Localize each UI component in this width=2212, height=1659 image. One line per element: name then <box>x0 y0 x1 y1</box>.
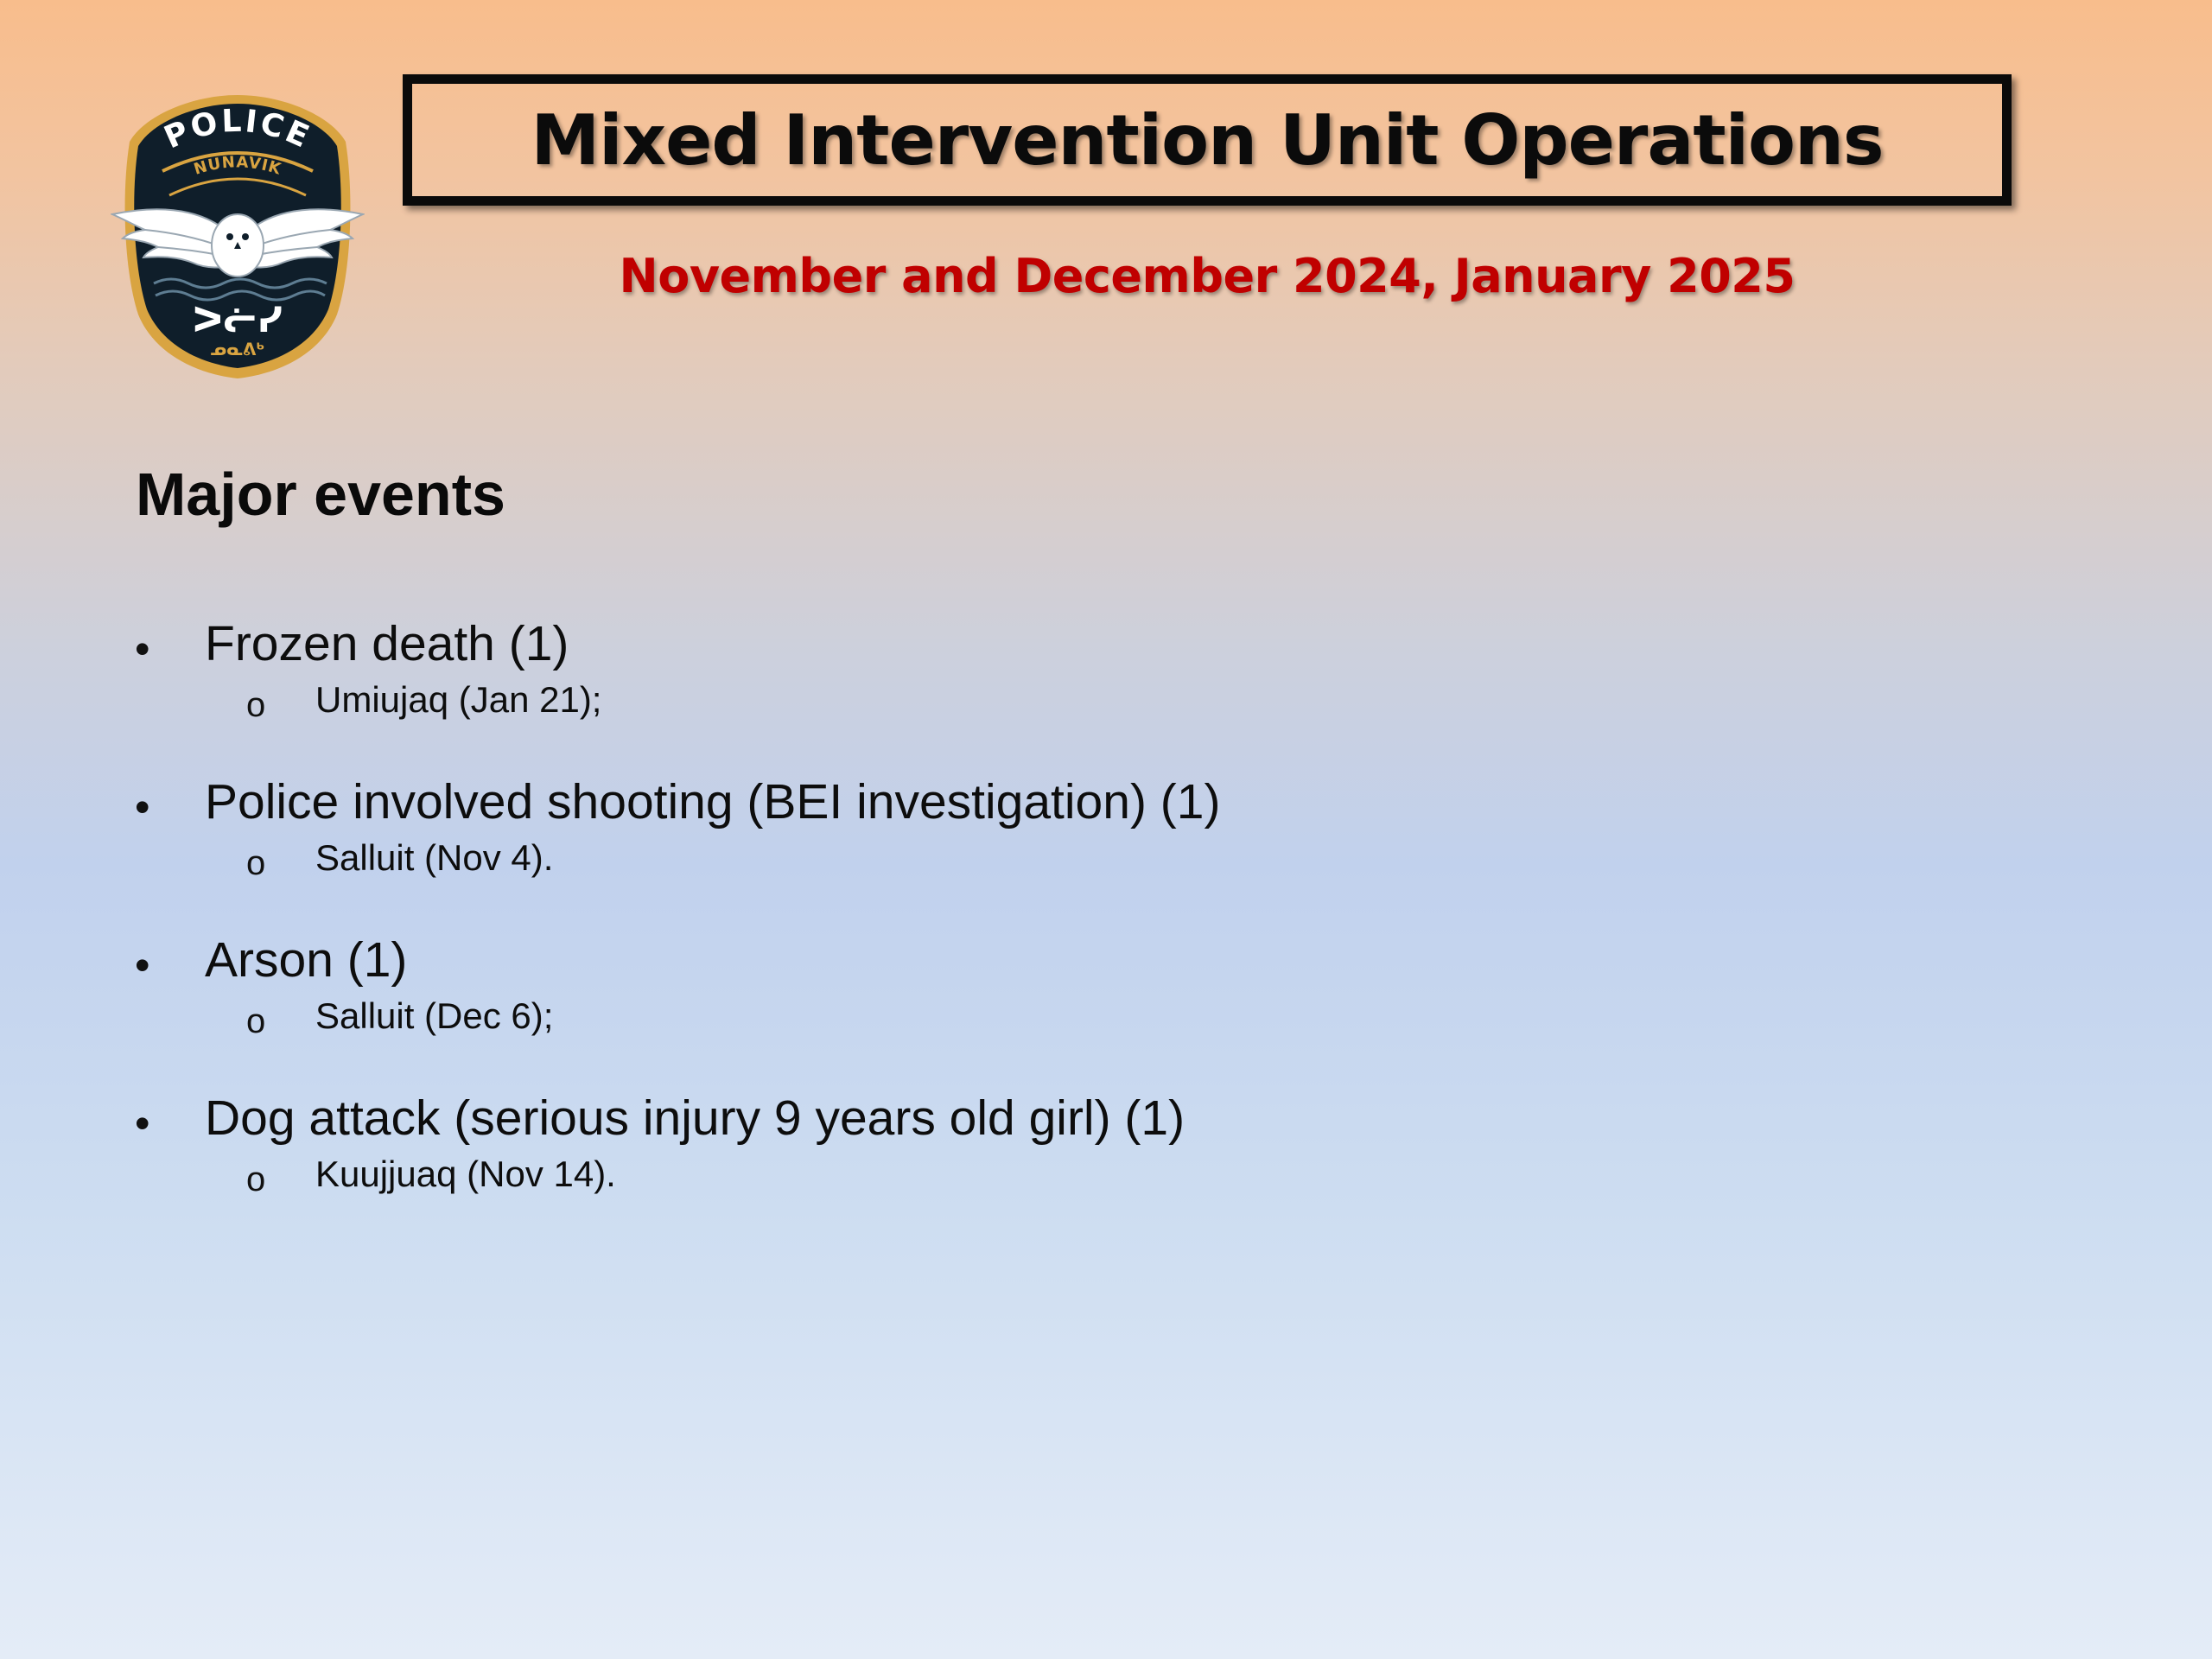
event-label: Frozen death (1) <box>205 616 569 671</box>
sub-bullet: o <box>246 1002 266 1040</box>
bullet: • <box>135 783 150 831</box>
police-nunavik-logo <box>111 92 365 380</box>
logo-band-text: NUNAVIK <box>191 153 284 179</box>
logo-top-text: POLICE <box>159 103 317 156</box>
logo-syllabics-sub: ᓄᓇᕕᒃ <box>210 339 265 359</box>
bullet: • <box>135 941 150 989</box>
section-heading: Major events <box>136 461 505 528</box>
sub-bullet: o <box>246 686 266 724</box>
event-label: Police involved shooting (BEI investigation) (1) <box>205 774 1221 830</box>
logo-syllabics-main: ᐳᓖᓯ <box>192 301 283 340</box>
bullet: • <box>135 1099 150 1147</box>
event-detail: Salluit (Nov 4). <box>315 837 554 878</box>
event-detail: Umiujaq (Jan 21); <box>315 679 602 720</box>
page-subtitle: November and December 2024, January 2025 <box>619 249 1796 303</box>
sub-bullet: o <box>246 1160 266 1198</box>
event-label: Dog attack (serious injury 9 years old girl) (1) <box>205 1090 1185 1146</box>
page-title: Mixed Intervention Unit Operations <box>531 99 1884 181</box>
sub-bullet: o <box>246 844 266 882</box>
event-detail: Salluit (Dec 6); <box>315 995 554 1036</box>
title-frame <box>403 74 2012 206</box>
police-badge-icon <box>111 92 365 380</box>
event-label: Arson (1) <box>205 932 408 988</box>
event-detail: Kuujjuaq (Nov 14). <box>315 1154 616 1194</box>
bullet: • <box>135 625 150 673</box>
